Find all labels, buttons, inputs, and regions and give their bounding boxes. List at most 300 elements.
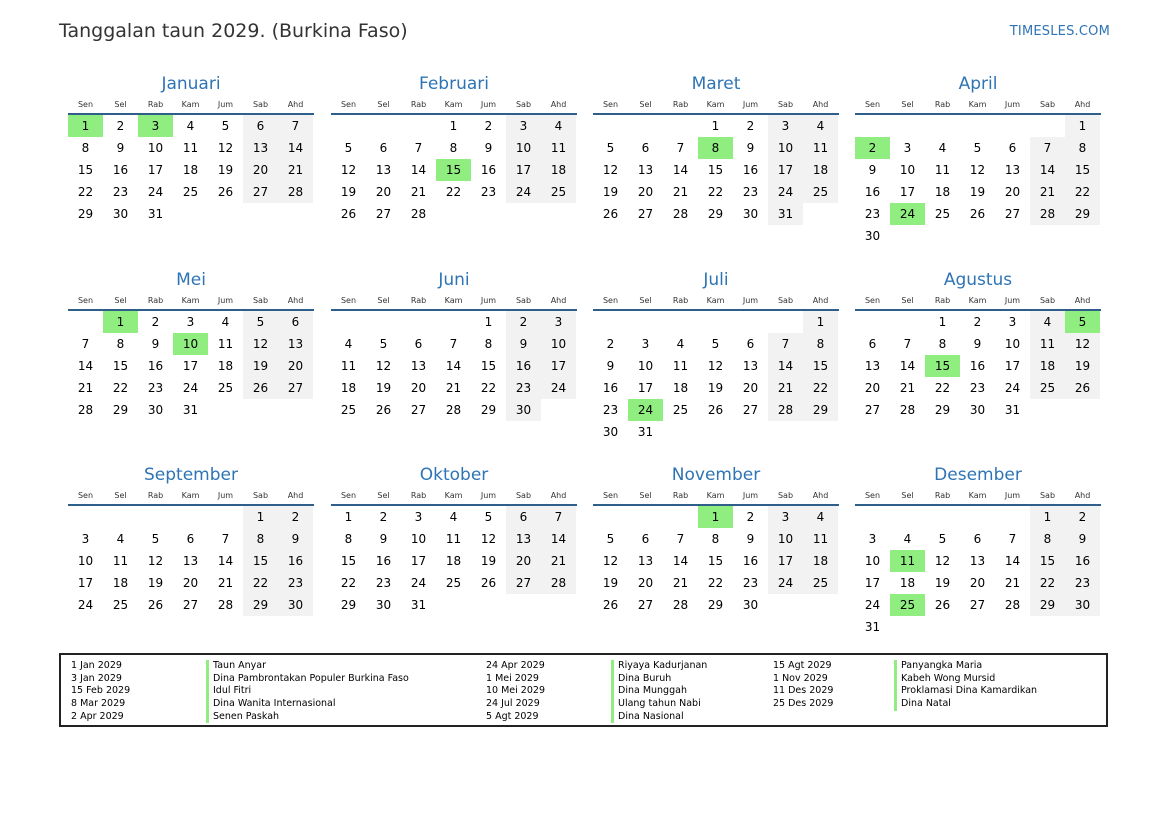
calendar-day: 26 — [147, 598, 164, 612]
calendar-day: 2 — [506, 311, 541, 333]
calendar-day: 25 — [112, 598, 129, 612]
calendar-day: 28 — [672, 207, 689, 221]
month-name: April — [958, 74, 998, 94]
weekday-label: Sel — [901, 296, 914, 305]
calendar-day: 22 — [112, 381, 129, 395]
calendar-day: 3 — [868, 532, 877, 546]
calendar-day: 7 — [676, 532, 685, 546]
month-name: Oktober — [419, 465, 489, 485]
calendar-day: 6 — [868, 337, 877, 351]
calendar-day: 2 — [973, 315, 982, 329]
weekday-label: Jum — [742, 296, 759, 305]
weekday-label: Sab — [252, 100, 269, 109]
weekday-label: Kam — [968, 491, 987, 500]
calendar-day: 6 — [641, 141, 650, 155]
calendar-day: 22 — [707, 185, 724, 199]
calendar-day: 4 — [344, 337, 353, 351]
weekday-label: Rab — [672, 296, 689, 305]
calendar-day: 24 — [768, 181, 803, 203]
calendar-day: 14 — [217, 554, 234, 568]
calendar-day: 29 — [480, 403, 497, 417]
calendar-day: 22 — [340, 576, 357, 590]
weekday-header — [68, 295, 314, 307]
calendar-day: 25 — [541, 181, 576, 203]
calendar-day: 2 — [484, 119, 493, 133]
calendar-day: 21 — [1030, 181, 1065, 203]
calendar-day: 19 — [1065, 355, 1100, 377]
calendar-day: 1 — [1030, 506, 1065, 528]
holiday-day: 1 — [103, 311, 138, 333]
calendar-day: 8 — [1065, 137, 1100, 159]
holiday-name: Proklamasi Dina Kamardikan — [894, 685, 1037, 698]
calendar-day: 27 — [1004, 207, 1021, 221]
calendar-day: 1 — [803, 311, 838, 333]
calendar-day: 11 — [217, 337, 234, 351]
holiday-day: 5 — [1065, 311, 1100, 333]
calendar-day: 25 — [672, 403, 689, 417]
calendar-day: 22 — [934, 381, 951, 395]
calendar-day: 15 — [1030, 550, 1065, 572]
calendar-day: 23 — [742, 185, 759, 199]
calendar-day: 15 — [707, 554, 724, 568]
calendar-day: 5 — [606, 532, 615, 546]
calendar-day: 21 — [672, 576, 689, 590]
calendar-day: 31 — [864, 620, 881, 634]
calendar-day: 20 — [969, 576, 986, 590]
calendar-day: 30 — [1065, 594, 1100, 616]
calendar-day: 8 — [344, 532, 353, 546]
calendar-day: 13 — [864, 359, 881, 373]
calendar-day: 18 — [934, 185, 951, 199]
calendar-day: 21 — [1004, 576, 1021, 590]
calendar-day: 14 — [672, 554, 689, 568]
weekday-label: Rab — [934, 100, 951, 109]
holiday-name: Taun Anyar — [206, 660, 409, 673]
calendar-day: 8 — [81, 141, 90, 155]
calendar-day: 20 — [1004, 185, 1021, 199]
calendar-day: 28 — [410, 207, 427, 221]
holiday-day: 11 — [890, 550, 925, 572]
weekday-label: Sen — [864, 296, 881, 305]
calendar-day: 11 — [112, 554, 129, 568]
holiday-day: 24 — [628, 399, 663, 421]
calendar-day: 20 — [278, 355, 313, 377]
calendar-day: 29 — [340, 598, 357, 612]
weekday-label: Ahd — [812, 296, 829, 305]
weekday-label: Rab — [934, 491, 951, 500]
calendar-day: 30 — [864, 229, 881, 243]
calendar-day: 10 — [768, 528, 803, 550]
holiday-date: 24 Jul 2029 — [486, 698, 540, 710]
weekday-label: Sen — [864, 100, 881, 109]
calendar-day: 19 — [480, 554, 497, 568]
calendar-day: 9 — [868, 163, 877, 177]
weekday-label: Sen — [602, 296, 619, 305]
weekday-header — [855, 295, 1101, 307]
calendar-day: 26 — [969, 207, 986, 221]
calendar-day: 23 — [864, 207, 881, 221]
calendar-day: 14 — [1004, 554, 1021, 568]
month-name: Agustus — [943, 270, 1013, 290]
calendar-day: 30 — [506, 399, 541, 421]
calendar-day: 13 — [182, 554, 199, 568]
holiday-names-column — [206, 660, 409, 723]
calendar-day: 17 — [506, 159, 541, 181]
weekday-label: Ahd — [550, 100, 567, 109]
holiday-name: Riyaya Kadurjanan — [611, 660, 707, 673]
calendar-day: 12 — [1065, 333, 1100, 355]
holiday-day: 8 — [698, 137, 733, 159]
holiday-list — [59, 653, 1108, 727]
brand-link[interactable]: TIMESLES.COM — [1009, 24, 1110, 39]
calendar-day: 28 — [445, 403, 462, 417]
calendar-day: 18 — [182, 163, 199, 177]
weekday-label: Sel — [639, 491, 652, 500]
calendar-day: 31 — [1004, 403, 1021, 417]
calendar-day: 14 — [445, 359, 462, 373]
calendar-day: 23 — [506, 377, 541, 399]
calendar-day: 9 — [746, 141, 755, 155]
weekday-label: Sen — [77, 100, 94, 109]
calendar-day: 16 — [480, 163, 497, 177]
holiday-name: Dina Wanita Internasional — [206, 698, 409, 711]
holiday-date: 25 Des 2029 — [773, 698, 834, 710]
holiday-name: Kabeh Wong Mursid — [894, 673, 1037, 686]
holiday-day: 1 — [68, 115, 103, 137]
calendar-day: 13 — [1004, 163, 1021, 177]
calendar-day: 10 — [410, 532, 427, 546]
holiday-dates-column — [71, 660, 130, 723]
calendar-day: 29 — [1065, 203, 1100, 225]
calendar-day: 22 — [1030, 572, 1065, 594]
weekday-label: Kam — [181, 491, 200, 500]
calendar-day: 7 — [221, 532, 230, 546]
calendar-day: 18 — [541, 159, 576, 181]
calendar-day: 16 — [602, 381, 619, 395]
weekday-label: Ahd — [287, 100, 304, 109]
calendar-day: 16 — [506, 355, 541, 377]
calendar-day: 10 — [768, 137, 803, 159]
calendar-day: 21 — [445, 381, 462, 395]
calendar-day: 4 — [938, 141, 947, 155]
calendar-day: 15 — [77, 163, 94, 177]
calendar-day: 12 — [602, 163, 619, 177]
weekday-label: Sab — [777, 100, 794, 109]
calendar-day: 26 — [602, 207, 619, 221]
month-name: Mei — [176, 270, 206, 290]
calendar-day: 3 — [641, 337, 650, 351]
calendar-day: 12 — [243, 333, 278, 355]
calendar-day: 27 — [375, 207, 392, 221]
weekday-label: Rab — [147, 491, 164, 500]
calendar-day: 7 — [414, 141, 423, 155]
calendar-day: 1 — [243, 506, 278, 528]
calendar-day: 31 — [182, 403, 199, 417]
weekday-label: Ahd — [550, 491, 567, 500]
calendar-day: 17 — [541, 355, 576, 377]
calendar-day: 11 — [672, 359, 689, 373]
calendar-day: 5 — [484, 510, 493, 524]
calendar-day: 23 — [480, 185, 497, 199]
holiday-date: 3 Jan 2029 — [71, 672, 122, 684]
calendar-day: 11 — [803, 528, 838, 550]
month-name: November — [671, 465, 761, 485]
calendar-day: 16 — [278, 550, 313, 572]
weekday-label: Sen — [340, 296, 357, 305]
calendar-day: 29 — [243, 594, 278, 616]
calendar-day: 22 — [445, 185, 462, 199]
calendar-day: 16 — [112, 163, 129, 177]
weekday-label: Jum — [480, 100, 497, 109]
calendar-day: 27 — [742, 403, 759, 417]
calendar-day: 5 — [973, 141, 982, 155]
month-name: Juni — [438, 270, 470, 290]
holiday-day: 10 — [173, 333, 208, 355]
calendar-day: 4 — [186, 119, 195, 133]
weekday-label: Rab — [410, 100, 427, 109]
holiday-date: 15 Feb 2029 — [71, 685, 131, 697]
weekday-label: Sel — [377, 296, 390, 305]
calendar-day: 1 — [938, 315, 947, 329]
weekday-label: Kam — [706, 491, 725, 500]
calendar-day: 19 — [217, 163, 234, 177]
holiday-day: 1 — [698, 506, 733, 528]
weekday-label: Jum — [1004, 296, 1021, 305]
holiday-day: 24 — [890, 203, 925, 225]
calendar-day: 8 — [449, 141, 458, 155]
calendar-day: 29 — [77, 207, 94, 221]
calendar-day: 13 — [410, 359, 427, 373]
calendar-day: 7 — [676, 141, 685, 155]
calendar-day: 26 — [375, 403, 392, 417]
calendar-day: 3 — [768, 506, 803, 528]
calendar-day: 24 — [147, 185, 164, 199]
calendar-day: 5 — [344, 141, 353, 155]
weekday-header — [331, 490, 577, 502]
calendar-day: 25 — [934, 207, 951, 221]
holiday-name: Dina Buruh — [611, 673, 707, 686]
calendar-day: 23 — [969, 381, 986, 395]
weekday-label: Jum — [480, 491, 497, 500]
calendar-day: 8 — [803, 333, 838, 355]
weekday-label: Rab — [147, 296, 164, 305]
calendar-day: 5 — [151, 532, 160, 546]
weekday-label: Sab — [1039, 491, 1056, 500]
calendar-day: 6 — [641, 532, 650, 546]
weekday-label: Sel — [639, 296, 652, 305]
calendar-day: 5 — [711, 337, 720, 351]
calendar-day: 2 — [606, 337, 615, 351]
calendar-day: 18 — [217, 359, 234, 373]
calendar-day: 6 — [506, 506, 541, 528]
weekday-label: Sab — [252, 491, 269, 500]
calendar-day: 26 — [217, 185, 234, 199]
calendar-day: 15 — [340, 554, 357, 568]
calendar-day: 18 — [1030, 355, 1065, 377]
calendar-day: 24 — [410, 576, 427, 590]
calendar-day: 17 — [410, 554, 427, 568]
weekday-label: Sen — [340, 100, 357, 109]
calendar-day: 4 — [803, 115, 838, 137]
calendar-day: 2 — [746, 510, 755, 524]
calendar-day: 20 — [243, 159, 278, 181]
weekday-label: Sen — [602, 491, 619, 500]
calendar-day: 25 — [445, 576, 462, 590]
weekday-header — [593, 295, 839, 307]
weekday-label: Sen — [340, 491, 357, 500]
calendar-day: 9 — [506, 333, 541, 355]
calendar-day: 13 — [278, 333, 313, 355]
calendar-day: 28 — [278, 181, 313, 203]
calendar-day: 17 — [182, 359, 199, 373]
calendar-day: 22 — [243, 572, 278, 594]
calendar-day: 1 — [484, 315, 493, 329]
calendar-day: 30 — [602, 425, 619, 439]
calendar-day: 12 — [217, 141, 234, 155]
calendar-day: 28 — [77, 403, 94, 417]
calendar-day: 22 — [77, 185, 94, 199]
calendar-day: 28 — [768, 399, 803, 421]
calendar-day: 4 — [803, 506, 838, 528]
weekday-label: Kam — [181, 100, 200, 109]
calendar-day: 27 — [410, 403, 427, 417]
month-name: Januari — [161, 74, 221, 94]
calendar-day: 18 — [803, 159, 838, 181]
calendar-day: 9 — [746, 532, 755, 546]
holiday-day: 15 — [925, 355, 960, 377]
calendar-day: 12 — [375, 359, 392, 373]
weekday-label: Kam — [968, 296, 987, 305]
calendar-day: 7 — [278, 115, 313, 137]
calendar-day: 12 — [480, 532, 497, 546]
calendar-day: 24 — [768, 572, 803, 594]
calendar-day: 4 — [221, 315, 230, 329]
calendar-day: 25 — [803, 572, 838, 594]
weekday-label: Ahd — [1074, 296, 1091, 305]
weekday-label: Sab — [1039, 296, 1056, 305]
weekday-label: Sel — [114, 100, 127, 109]
calendar-day: 19 — [707, 381, 724, 395]
calendar-day: 31 — [637, 425, 654, 439]
calendar-day: 6 — [746, 337, 755, 351]
weekday-label: Kam — [706, 296, 725, 305]
calendar-day: 17 — [768, 159, 803, 181]
holiday-dates-column — [486, 660, 545, 723]
calendar-day: 4 — [541, 115, 576, 137]
weekday-label: Ahd — [287, 491, 304, 500]
calendar-day: 14 — [278, 137, 313, 159]
calendar-day: 8 — [711, 532, 720, 546]
calendar-day: 9 — [151, 337, 160, 351]
holiday-name: Dina Pambrontakan Populer Burkina Faso — [206, 673, 409, 686]
weekday-label: Ahd — [287, 296, 304, 305]
calendar-day: 4 — [449, 510, 458, 524]
calendar-day: 29 — [1030, 594, 1065, 616]
calendar-day: 5 — [243, 311, 278, 333]
calendar-day: 11 — [541, 137, 576, 159]
holiday-name: Senen Paskah — [206, 711, 409, 724]
calendar-day: 27 — [637, 598, 654, 612]
calendar-day: 9 — [116, 141, 125, 155]
calendar-day: 22 — [1065, 181, 1100, 203]
calendar-day: 22 — [707, 576, 724, 590]
weekday-label: Jum — [742, 491, 759, 500]
weekday-header — [855, 490, 1101, 502]
calendar-day: 4 — [116, 532, 125, 546]
calendar-day: 5 — [606, 141, 615, 155]
weekday-header — [855, 99, 1101, 111]
calendar-day: 24 — [864, 598, 881, 612]
calendar-day: 5 — [221, 119, 230, 133]
calendar-day: 22 — [480, 381, 497, 395]
calendar-day: 10 — [541, 333, 576, 355]
calendar-day: 3 — [903, 141, 912, 155]
calendar-day: 19 — [934, 576, 951, 590]
weekday-label: Rab — [410, 296, 427, 305]
holiday-date: 11 Des 2029 — [773, 685, 834, 697]
calendar-day: 26 — [480, 576, 497, 590]
calendar-day: 19 — [243, 355, 278, 377]
calendar-day: 13 — [506, 528, 541, 550]
holiday-dates-column — [773, 660, 833, 711]
month-name: Juli — [703, 270, 729, 290]
calendar-day: 1 — [1065, 115, 1100, 137]
calendar-day: 2 — [116, 119, 125, 133]
calendar-day: 29 — [112, 403, 129, 417]
weekday-label: Sen — [77, 491, 94, 500]
holiday-names-column — [611, 660, 707, 723]
calendar-day: 16 — [147, 359, 164, 373]
calendar-day: 30 — [147, 403, 164, 417]
calendar-day: 1 — [344, 510, 353, 524]
calendar-day: 17 — [637, 381, 654, 395]
calendar-day: 7 — [449, 337, 458, 351]
calendar-day: 2 — [278, 506, 313, 528]
weekday-label: Jum — [480, 296, 497, 305]
calendar-day: 20 — [375, 185, 392, 199]
weekday-label: Ahd — [550, 296, 567, 305]
calendar-day: 18 — [112, 576, 129, 590]
calendar-day: 28 — [1030, 203, 1065, 225]
weekday-label: Jum — [742, 100, 759, 109]
calendar-day: 6 — [379, 141, 388, 155]
weekday-label: Jum — [217, 491, 234, 500]
weekday-header — [331, 295, 577, 307]
calendar-day: 2 — [1065, 506, 1100, 528]
calendar-day: 13 — [742, 359, 759, 373]
calendar-day: 13 — [969, 554, 986, 568]
weekday-label: Sel — [114, 296, 127, 305]
calendar-day: 23 — [742, 576, 759, 590]
holiday-day: 25 — [890, 594, 925, 616]
calendar-day: 14 — [541, 528, 576, 550]
calendar-day: 19 — [340, 185, 357, 199]
calendar-day: 15 — [112, 359, 129, 373]
weekday-label: Sen — [602, 100, 619, 109]
calendar-day: 7 — [81, 337, 90, 351]
weekday-header — [68, 490, 314, 502]
weekday-label: Jum — [1004, 491, 1021, 500]
calendar-day: 11 — [182, 141, 199, 155]
calendar-day: 9 — [484, 141, 493, 155]
calendar-day: 21 — [278, 159, 313, 181]
weekday-label: Sen — [77, 296, 94, 305]
calendar-day: 10 — [1004, 337, 1021, 351]
calendar-day: 1 — [711, 119, 720, 133]
calendar-day: 20 — [506, 550, 541, 572]
month-name: September — [144, 465, 238, 485]
weekday-label: Rab — [934, 296, 951, 305]
